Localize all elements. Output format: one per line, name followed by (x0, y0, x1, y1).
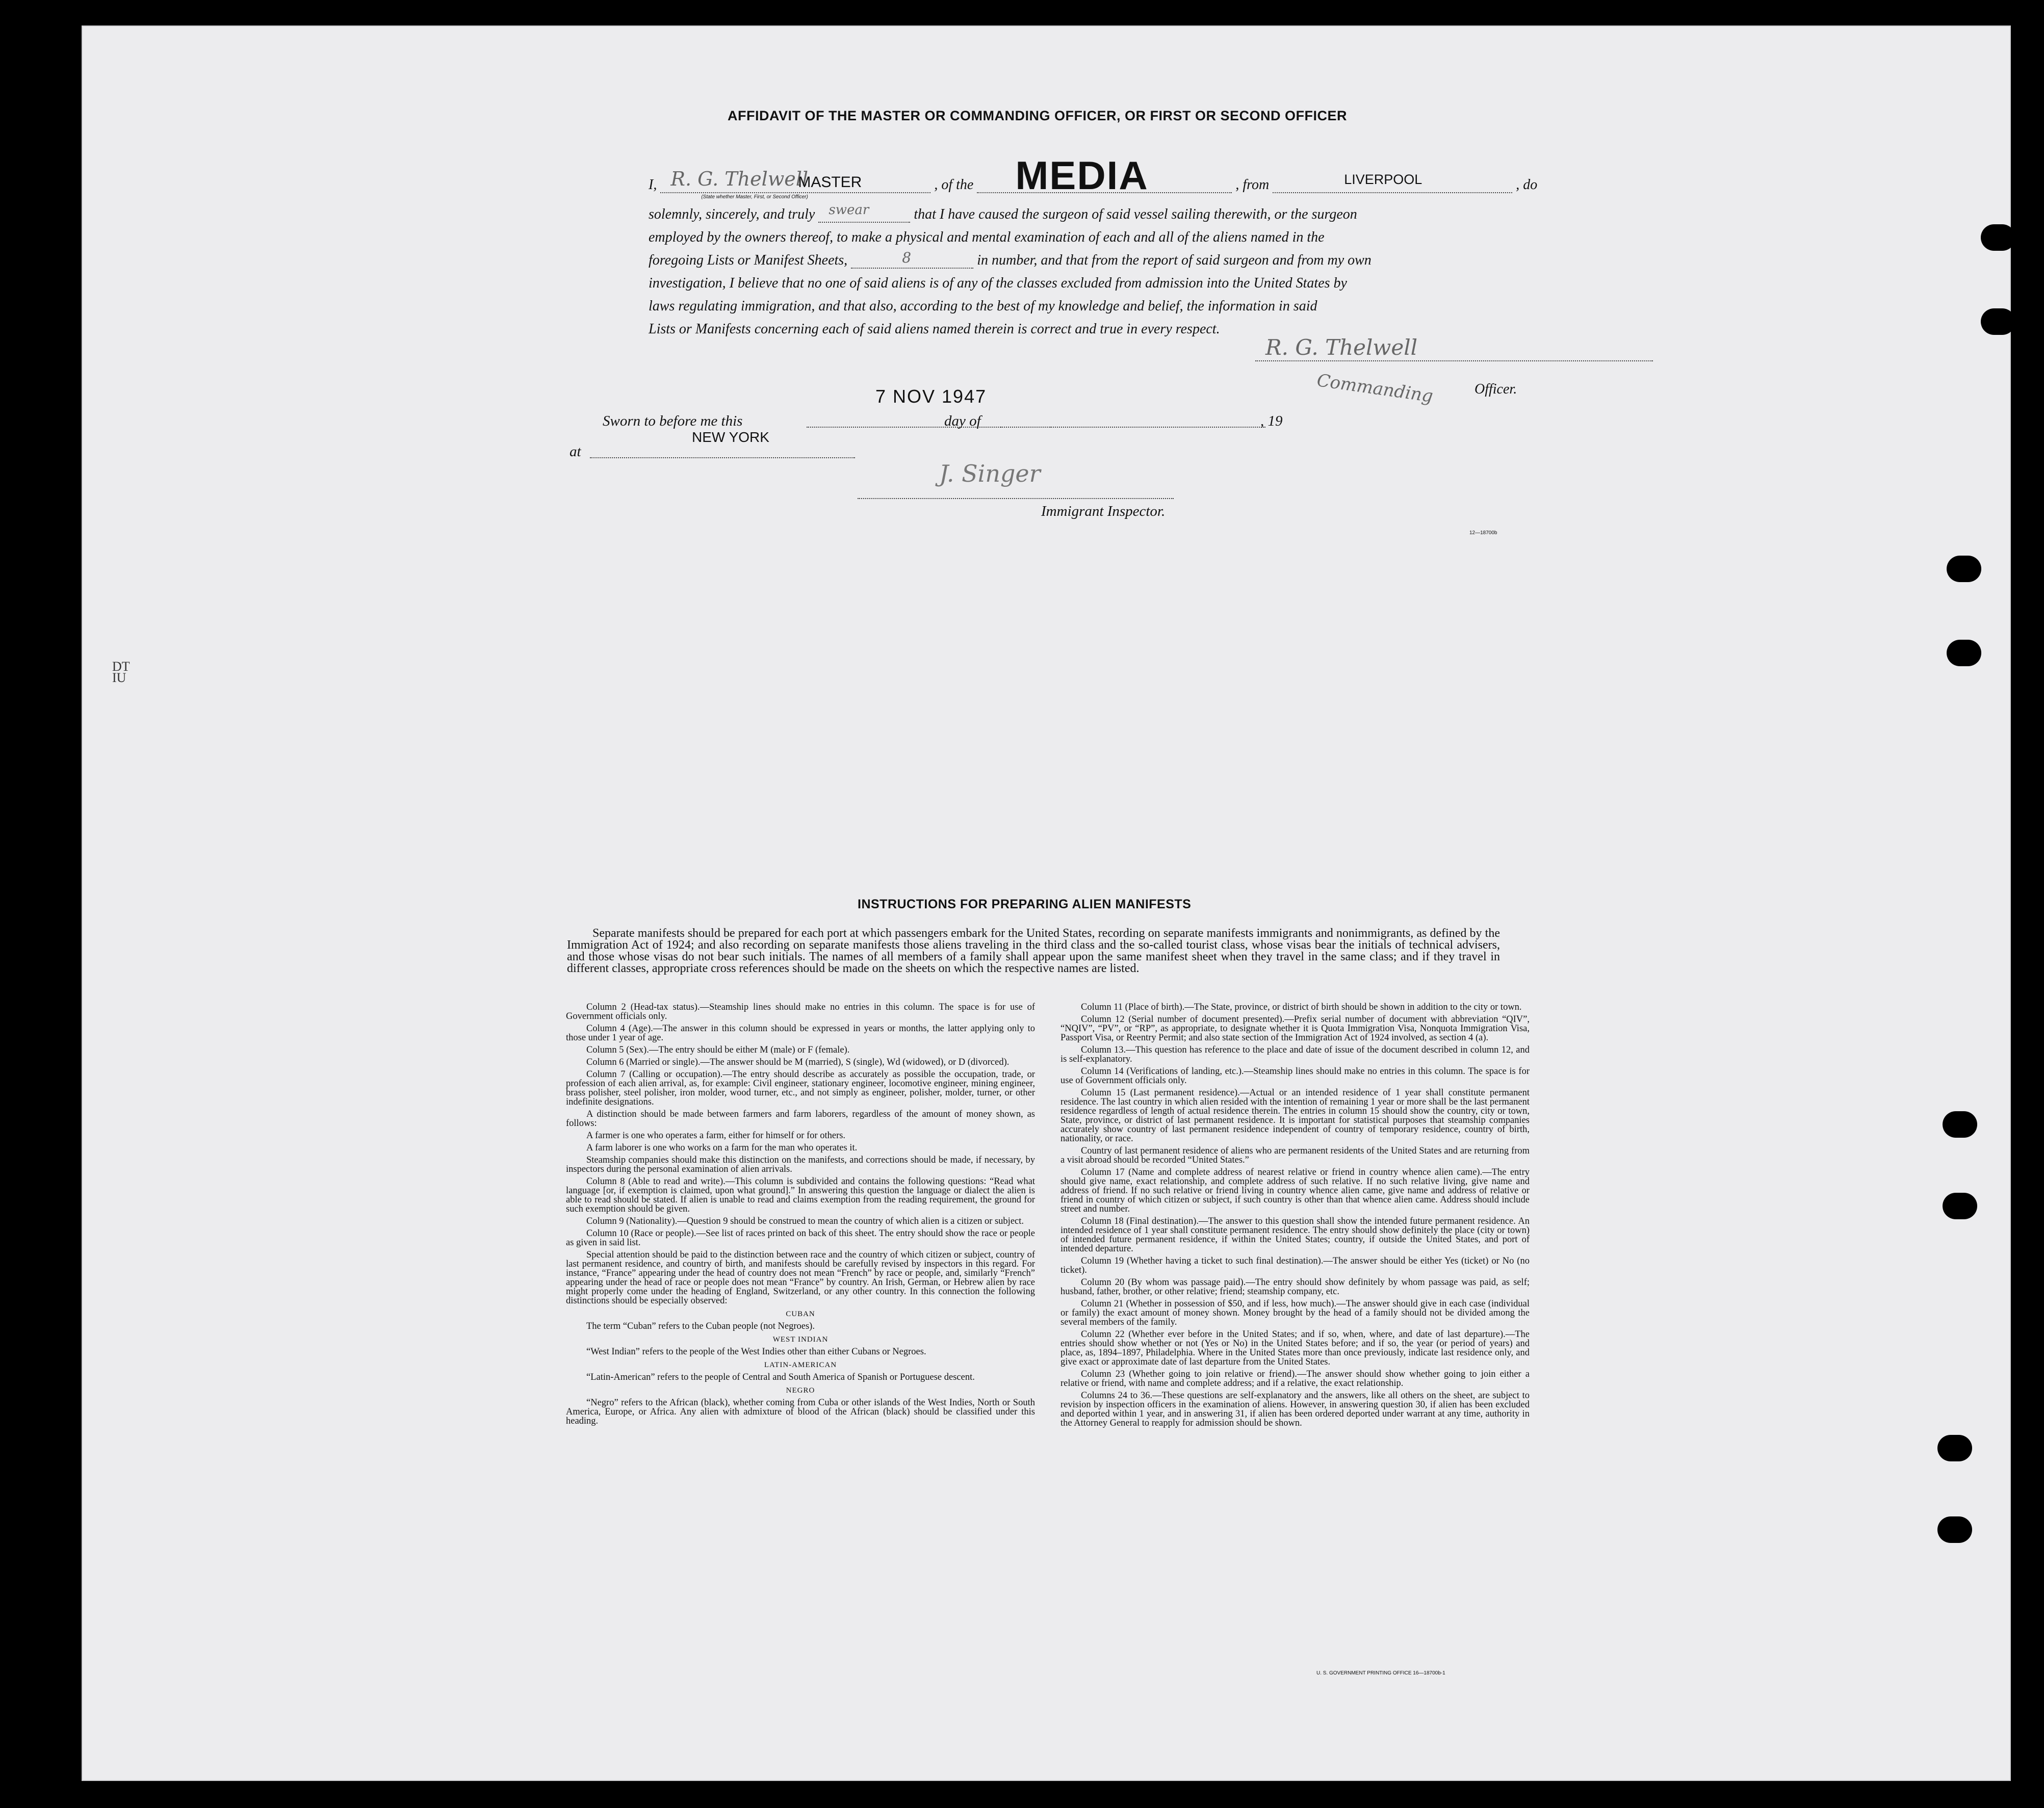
inspector-signature-line (858, 498, 1174, 499)
do-label: , do (1516, 177, 1538, 193)
column-11-note: Column 11 (Place of birth).—The State, province, or district of birth should be shown in addition to the city or town. (1081, 1002, 1522, 1012)
day-of-label: day of (944, 413, 981, 429)
columns-24-36-note: Columns 24 to 36.—These questions are self-explanatory and the answers, like all others on the sheet, are subject to revision by inspection officers in the examination of aliens. However, in answering question 30, if alien has been excluded and deported within 1 year, and in answering 31, if alien has been ordered deported under warrant at any time, authority in the Attorney General to reapply for admission should be shown. (1060, 1391, 1530, 1428)
column-17-note: Column 17 (Name and complete address of nearest relative or friend in country whence alien came).—The entry should give name, exact relationship, and complete address of such relative. If no such relative living, give name and address of friend. If no such relative or friend living in country whence alien came, give name and address of relative or friend in country of which citizen or subject, if such country is other than that whence alien came. Address should include street and number. (1060, 1167, 1530, 1214)
binder-hole (1981, 308, 2015, 335)
rank-value: MASTER (798, 174, 862, 191)
column-8-note: Column 8 (Able to read and write).—This column is subdivided and contains the following questions: “Read what language [or, if exemption is claimed, upon what ground].” In answering this question the language or dialect the alien is able to read should be stated. If alien is unable to read and claims exemption from the reading requirement, the ground for such exemption should be given. (566, 1176, 1035, 1214)
sheet-count-field (851, 249, 973, 269)
officer-signature-line (1255, 360, 1653, 361)
heading-cuban: CUBAN (786, 1310, 815, 1318)
affidavit-line-6: laws regulating immigration, and that also, according to the best of my knowledge and belief, the information in said (649, 298, 1317, 314)
pronoun: I, (649, 177, 657, 193)
binder-hole (1937, 1435, 1972, 1461)
column-18-note: Column 18 (Final destination).—The answer to this question shall show the intended future permanent residence. An intended residence of 1 year shall constitute permanent residence. The entry should show definitely the place (city or town) of intended future permanent residence, if within the United States; country, if outside the United States, and port of intended departure. (1060, 1216, 1530, 1254)
column-15-returning-note: Country of last permanent residence of aliens who are permanent residents of the United States and are returning from a visit abroad should be recorded “United States.” (1060, 1146, 1530, 1165)
column-5-note: Column 5 (Sex).—The entry should be either M (male) or F (female). (586, 1045, 850, 1055)
column-9-note: Column 9 (Nationality).—Question 9 should be construed to mean the country of which alien is a citizen or subject. (586, 1216, 1024, 1226)
sheet-count: 8 (902, 249, 912, 266)
line4-end: in number, and that from the report of said surgeon and from my own (977, 252, 1372, 268)
at-label: at (570, 443, 581, 460)
negro-definition: “Negro” refers to the African (black), whether coming from Cuba or other islands of the West Indies, North or South America, Europe, or Africa. Any alien with admixture of blood of the African (black) should be classified under this heading. (566, 1398, 1035, 1426)
date-stamp: 7 NOV 1947 (875, 386, 987, 407)
oath-field (818, 202, 910, 223)
inspector-label: Immigrant Inspector. (1041, 503, 1166, 519)
form-code: 12—18700b (1469, 530, 1497, 536)
column-15-note: Column 15 (Last permanent residence).—Actual or an intended residence of 1 year shall constitute permanent residence. The last country in which alien resided with the intention of remaining 1 year or more shall be the last permanent residence regardless of length of actual residence therein. The entries in column 15 should show the country, city or town, State, province, or district of last permanent residence. It is important for statistical purposes that steamship companies accurately show country of last permanent residence independent of country of temporary residence, country of birth, nationality, or race. (1060, 1088, 1530, 1144)
column-14-note: Column 14 (Verifications of landing, etc.).—Steamship lines should make no entries in this column. The space is for use of Government officials only. (1060, 1066, 1530, 1086)
farm-laborer-definition: A farm laborer is one who works on a farm for the man who operates it. (586, 1143, 858, 1153)
manifest-page (82, 25, 2011, 1781)
heading-west-indian: WEST INDIAN (772, 1335, 829, 1344)
cuban-definition: The term “Cuban” refers to the Cuban people (not Negroes). (586, 1321, 815, 1331)
place-line (590, 457, 855, 458)
vessel-field (977, 153, 1232, 198)
signer-name: R. G. Thelwell (670, 168, 809, 190)
affidavit-line-3: employed by the owners thereof, to make a physical and mental examination of each and all of the aliens named in the (649, 229, 1325, 245)
column-4-note: Column 4 (Age).—The answer in this column should be expressed in years or months, the latter applying only to those under 1 year of age. (566, 1024, 1035, 1043)
heading-negro: NEGRO (786, 1386, 815, 1395)
sworn-month-line (1000, 427, 1265, 428)
instructions-right-column (1060, 1003, 1530, 1431)
binder-hole (1947, 640, 1981, 666)
column-22-note: Column 22 (Whether ever before in the United States; and if so, when, where, and date of last departure).—The entries should show whether or not (Yes or No) in the United States before; and if so, the year (or period of years) and place, as, 1894–1897, Philadelphia. Where in the United States more than once previously, indicate last residence only, and give exact or approximate date of last departure from the United States. (1060, 1329, 1530, 1367)
inspector-signature: J. Singer (939, 460, 1041, 487)
farmer-distinction: A distinction should be made between farmers and farm laborers, regardless of the amount of money shown, as follows: (566, 1109, 1035, 1129)
port-field (1273, 172, 1512, 193)
instructions-title: INSTRUCTIONS FOR PREPARING ALIEN MANIFESTS (858, 897, 1192, 911)
column-13-note: Column 13.—This question has reference to the place and date of issue of the document described in column 12, and is self-explanatory. (1060, 1045, 1530, 1064)
line2-end: that I have caused the surgeon of said vessel sailing therewith, or the surgeon (914, 206, 1357, 222)
officer-signature: R. G. Thelwell (1265, 335, 1418, 360)
year-prefix: , 19 (1260, 413, 1283, 429)
of-the-label: , of the (934, 177, 974, 193)
officer-label: Officer. (1474, 381, 1517, 397)
line2-start: solemnly, sincerely, and truly (649, 206, 815, 222)
column-2-note: Column 2 (Head-tax status).—Steamship lines should make no entries in this column. The space is for use of Government officials only. (566, 1002, 1035, 1021)
binder-hole (1981, 224, 2015, 251)
column-6-note: Column 6 (Married or single).—The answer should be M (married), S (single), Wd (widowed), or D (divorced). (586, 1057, 1010, 1067)
affidavit-title: AFFIDAVIT OF THE MASTER OR COMMANDING OFFICER, OR FIRST OR SECOND OFFICER (728, 108, 1347, 123)
affidavit-line-2 (649, 202, 1357, 223)
column-21-note: Column 21 (Whether in possession of $50, and if less, how much).—The answer should give in each case (individual or family) the exact amount of money shown. Money brought by the head of a family should not be divided among the several members of the family. (1060, 1299, 1530, 1327)
column-23-note: Column 23 (Whether going to join relative or friend).—The answer should show whether going to join either a relative or friend, with name and complete address; and if a relative, the exact relationship. (1060, 1369, 1530, 1388)
printer-credit: U. S. GOVERNMENT PRINTING OFFICE 16—18700b-1 (1316, 1670, 1445, 1676)
line4-start: foregoing Lists or Manifest Sheets, (649, 252, 848, 268)
column-20-note: Column 20 (By whom was passage paid).—The entry should show definitely by whom passage was paid, as self; husband, father, brother, or other relative; friend; steamship company, etc. (1060, 1277, 1530, 1297)
port-name: LIVERPOOL (1344, 172, 1422, 187)
affidavit-line-1 (649, 153, 1538, 200)
binder-hole (1937, 1516, 1972, 1543)
special-attention-note: Special attention should be paid to the distinction between race and the country of which citizen or subject, country of last permanent residence, and country of birth, and manifests should be carefully revised by inspectors in this regard. For instance, “France” appearing under the head of country does not mean “French” by race or people, and, similarly “French” appearing under the head of race or people does not mean “France” by country. An Irish, German, or Hebrew alien by race might properly come under the heading of England, Switzerland, or any other country. In this connection the following distinctions should be especially observed: (566, 1250, 1035, 1306)
oath-word: swear (829, 202, 869, 218)
instructions-left-column (566, 1003, 1035, 1429)
rank-hint: (State whether Master, First, or Second Officer) (701, 194, 808, 200)
rank-field (660, 168, 930, 200)
column-7-note: Column 7 (Calling or occupation).—The entry should describe as accurately as possible the occupation, trade, or profession of each alien arrival, as, for example: Civil engineer, stationary engineer, locomotive engineer, mining engineer, brass polisher, steel polisher, iron molder, wood turner, etc., and not simply as engineer, polisher, molder, turner, or other indefinite designations. (566, 1069, 1035, 1107)
commanding-handwritten: Commanding (1315, 370, 1435, 407)
place-stamp: NEW YORK (692, 429, 769, 445)
binder-hole (1943, 1111, 1977, 1138)
west-indian-definition: “West Indian” refers to the people of the West Indies other than either Cubans or Negroes. (586, 1347, 926, 1357)
column-12-note: Column 12 (Serial number of document presented).—Prefix serial number of document with abbreviation “QIV”, “NQIV”, “PV”, or “RP”, as appropriate, to designate whether it is Quota Immigration Visa, Nonquota Immigration Visa, Passport Visa, or Reentry Permit; and also state section of the Immigration Act of 1924 involved, as section 4 (a). (1060, 1014, 1530, 1043)
instructions-intro: Separate manifests should be prepared for each port at which passengers embark for the United States, recording on separate manifests immigrants and nonimmigrants, as defined by the Immigration Act of 1924; and also recording on separate manifests those aliens traveling in the third class and the so-called tourist class, whose visas bear the initials of technical advisers, and those whose visas do not bear such initials. The names of all members of a family shall appear upon the same manifest sheet when they travel in the same class; and if they travel in different classes, appropriate cross references should be made on the sheets on which the respective names are listed. (567, 927, 1500, 975)
farmer-definition: A farmer is one who operates a farm, either for himself or for others. (586, 1131, 846, 1141)
heading-latin-american: LATIN-AMERICAN (764, 1361, 837, 1369)
vessel-name: MEDIA (1015, 153, 1149, 198)
affidavit-line-5: investigation, I believe that no one of said aliens is of any of the classes excluded from admission into the United States by (649, 275, 1347, 291)
from-label: , from (1235, 177, 1270, 193)
steamship-distinction: Steamship companies should make this distinction on the manifests, and corrections should be made, if necessary, by inspectors during the personal examination of alien arrivals. (566, 1155, 1035, 1174)
latin-american-definition: “Latin-American” refers to the people of Central and South America of Spanish or Portuguese descent. (586, 1372, 975, 1382)
column-19-note: Column 19 (Whether having a ticket to such final destination).—The answer should be either Yes (ticket) or No (no ticket). (1060, 1256, 1530, 1275)
sworn-label: Sworn to before me this (603, 413, 743, 429)
binder-hole (1943, 1193, 1977, 1219)
margin-mark: DT IU (112, 659, 130, 685)
column-10-note: Column 10 (Race or people).—See list of races printed on back of this sheet. The entry should show the race or people as given in said list. (566, 1228, 1035, 1248)
affidavit-line-7: Lists or Manifests concerning each of said aliens named therein is correct and true in every respect. (649, 321, 1220, 337)
binder-hole (1947, 556, 1981, 582)
affidavit-line-4 (649, 249, 1372, 269)
